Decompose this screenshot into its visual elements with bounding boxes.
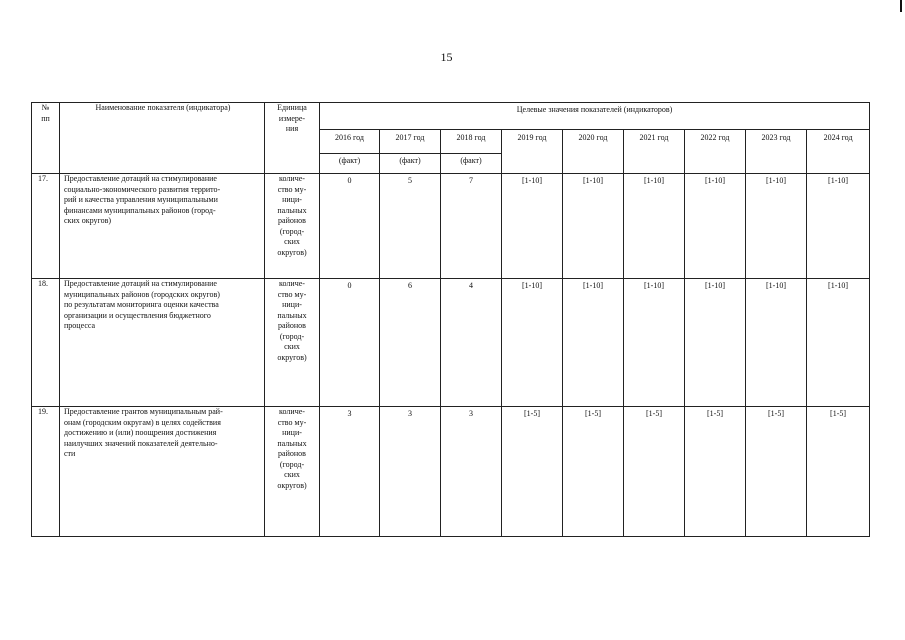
value-cell: [1-10] (563, 174, 624, 279)
header-num: № пп (32, 103, 60, 174)
value-cell: 5 (380, 174, 441, 279)
value-cell: [1-10] (563, 279, 624, 407)
header-fact-label: (факт) (441, 154, 502, 174)
header-year: 2022 год (685, 130, 746, 174)
value-cell: [1-10] (807, 279, 870, 407)
value-cell: [1-5] (563, 407, 624, 537)
row-number: 17. (32, 174, 60, 279)
scan-edge-mark (900, 0, 902, 12)
value-cell: [1-10] (746, 279, 807, 407)
header-year: 2021 год (624, 130, 685, 174)
header-year: 2019 год (502, 130, 563, 174)
indicator-name: Предоставление дотаций на стимулирование социально-экономического развития террито- рий и качества управления муниципальными финансами муниципальных районов (город- ских округов) (60, 174, 265, 279)
value-cell: 7 (441, 174, 502, 279)
value-cell: 6 (380, 279, 441, 407)
header-fact-label: (факт) (320, 154, 380, 174)
header-target-values: Целевые значения показателей (индикаторов) (320, 103, 870, 130)
value-cell: [1-5] (502, 407, 563, 537)
indicator-name: Предоставление дотаций на стимулирование муниципальных районов (городских округов) по результатам мониторинга оценки качества организации и осуществления бюджетного процесса (60, 279, 265, 407)
value-cell: 0 (320, 279, 380, 407)
value-cell: [1-5] (685, 407, 746, 537)
value-cell: [1-5] (746, 407, 807, 537)
value-cell: [1-10] (624, 279, 685, 407)
header-year: 2016 год (320, 130, 380, 154)
table-row (32, 279, 870, 407)
unit-cell: количе- ство му- ници- пальных районов (город- ских округов) (265, 174, 320, 279)
row-number: 19. (32, 407, 60, 537)
table-row (32, 174, 870, 279)
value-cell: 3 (441, 407, 502, 537)
header-year: 2020 год (563, 130, 624, 174)
value-cell: 0 (320, 174, 380, 279)
value-cell: [1-10] (502, 174, 563, 279)
table-row (32, 407, 870, 537)
unit-cell: количе- ство му- ници- пальных районов (город- ских округов) (265, 279, 320, 407)
value-cell: [1-10] (685, 279, 746, 407)
header-unit: Единица измере- ния (265, 103, 320, 174)
value-cell: [1-5] (807, 407, 870, 537)
value-cell: 3 (380, 407, 441, 537)
value-cell: [1-10] (624, 174, 685, 279)
unit-cell: количе- ство му- ници- пальных районов (город- ских округов) (265, 407, 320, 537)
header-fact-label: (факт) (380, 154, 441, 174)
header-year: 2017 год (380, 130, 441, 154)
value-cell: 3 (320, 407, 380, 537)
value-cell: [1-10] (807, 174, 870, 279)
value-cell: [1-5] (624, 407, 685, 537)
value-cell: 4 (441, 279, 502, 407)
page-number: 15 (440, 50, 453, 64)
indicators-table (31, 102, 870, 537)
value-cell: [1-10] (685, 174, 746, 279)
header-year: 2024 год (807, 130, 870, 174)
value-cell: [1-10] (502, 279, 563, 407)
header-name: Наименование показателя (индикатора) (60, 103, 265, 174)
header-year: 2018 год (441, 130, 502, 154)
value-cell: [1-10] (746, 174, 807, 279)
indicator-name: Предоставление грантов муниципальным рай- онам (городским округам) в целях содействия достижению и (или) поощрения достижения наилучших значений показателей деятельно- сти (60, 407, 265, 537)
row-number: 18. (32, 279, 60, 407)
header-row-group (32, 103, 870, 130)
header-year: 2023 год (746, 130, 807, 174)
